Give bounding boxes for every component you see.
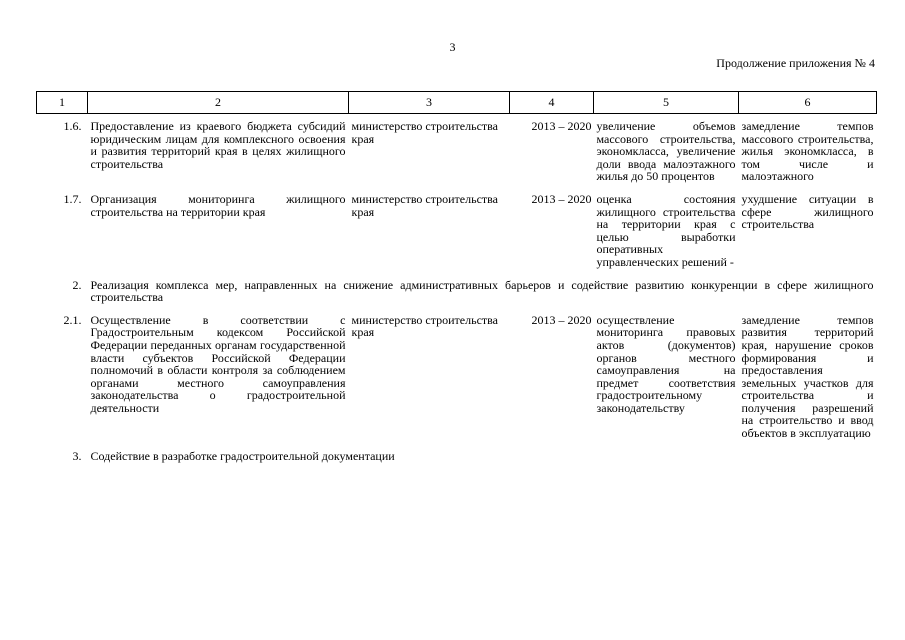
executor: министерство строительства края: [351, 119, 498, 146]
section-row: [37, 278, 877, 313]
section-title: Реализация комплекса мер, направленных на снижение административных барьеров и содействие развитию конкуренции в сфере жилищного строительства: [90, 277, 874, 305]
continuation-label: Продолжение приложения № 4: [716, 56, 875, 70]
program-table: [36, 91, 877, 462]
table-row: [37, 192, 877, 278]
expected-result: оценка состояния жилищного строительства на территории края с целью выработки оперативных управленческих решений -: [596, 191, 736, 269]
column-header: 5: [594, 92, 739, 114]
expected-result: увеличение объемов массового строительства, экономкласса, увеличение доли ввода малоэтажного жилья до 50 процентов: [596, 119, 736, 184]
row-number: 2.1.: [63, 312, 82, 327]
consequence: замедление темпов массового строительства, жилья экономкласса, в том числе и малоэтажного: [741, 119, 874, 184]
page-number: 3: [449, 40, 456, 54]
header-row: [37, 92, 877, 114]
years: 2013 – 2020: [531, 119, 592, 133]
measure-name: Осуществление в соответствии с Градостроительным кодексом Российской Федерации переданных органам государственной власти субъектов Российской Федерации полномочий в области контроля за соблюдением органами местного самоуправления законодательства о градостроительной деятельности: [90, 312, 346, 415]
table-row: [37, 313, 877, 449]
row-number: 1.6.: [63, 119, 82, 133]
column-header: 4: [510, 92, 594, 114]
column-header: 3: [349, 92, 510, 114]
section-title: Содействие в разработке градостроительной документации: [90, 448, 395, 463]
consequence: ухудшение ситуации в сфере жилищного строительства: [741, 191, 874, 232]
expected-result: осуществление мониторинга правовых актов (документов) органов местного самоуправления на предмет соответствия градостроительному законодательству: [596, 312, 736, 415]
table-row: [37, 119, 877, 192]
section-number: 3.: [72, 448, 82, 463]
section-number: 2.: [72, 277, 82, 292]
column-header: 2: [88, 92, 349, 114]
column-header: 1: [37, 92, 88, 114]
measure-name: Предоставление из краевого бюджета субсидий юридическим лицам для комплексного освоения и развития территорий края в целях жилищного строительства: [90, 119, 346, 171]
years: 2013 – 2020: [531, 312, 592, 327]
consequence: замедление темпов развития территорий края, нарушение сроков формирования и предоставления земельных участков для строительства и получения разрешений на строительство и ввод объектов в эксплуатацию: [741, 312, 874, 441]
measure-name: Организация мониторинга жилищного строительства на территории края: [90, 191, 346, 219]
executor: министерство строительства края: [351, 191, 498, 219]
years: 2013 – 2020: [531, 191, 592, 206]
section-row: [37, 449, 877, 463]
executor: министерство строительства края: [351, 312, 498, 340]
column-header: 6: [739, 92, 877, 114]
row-number: 1.7.: [63, 191, 82, 206]
